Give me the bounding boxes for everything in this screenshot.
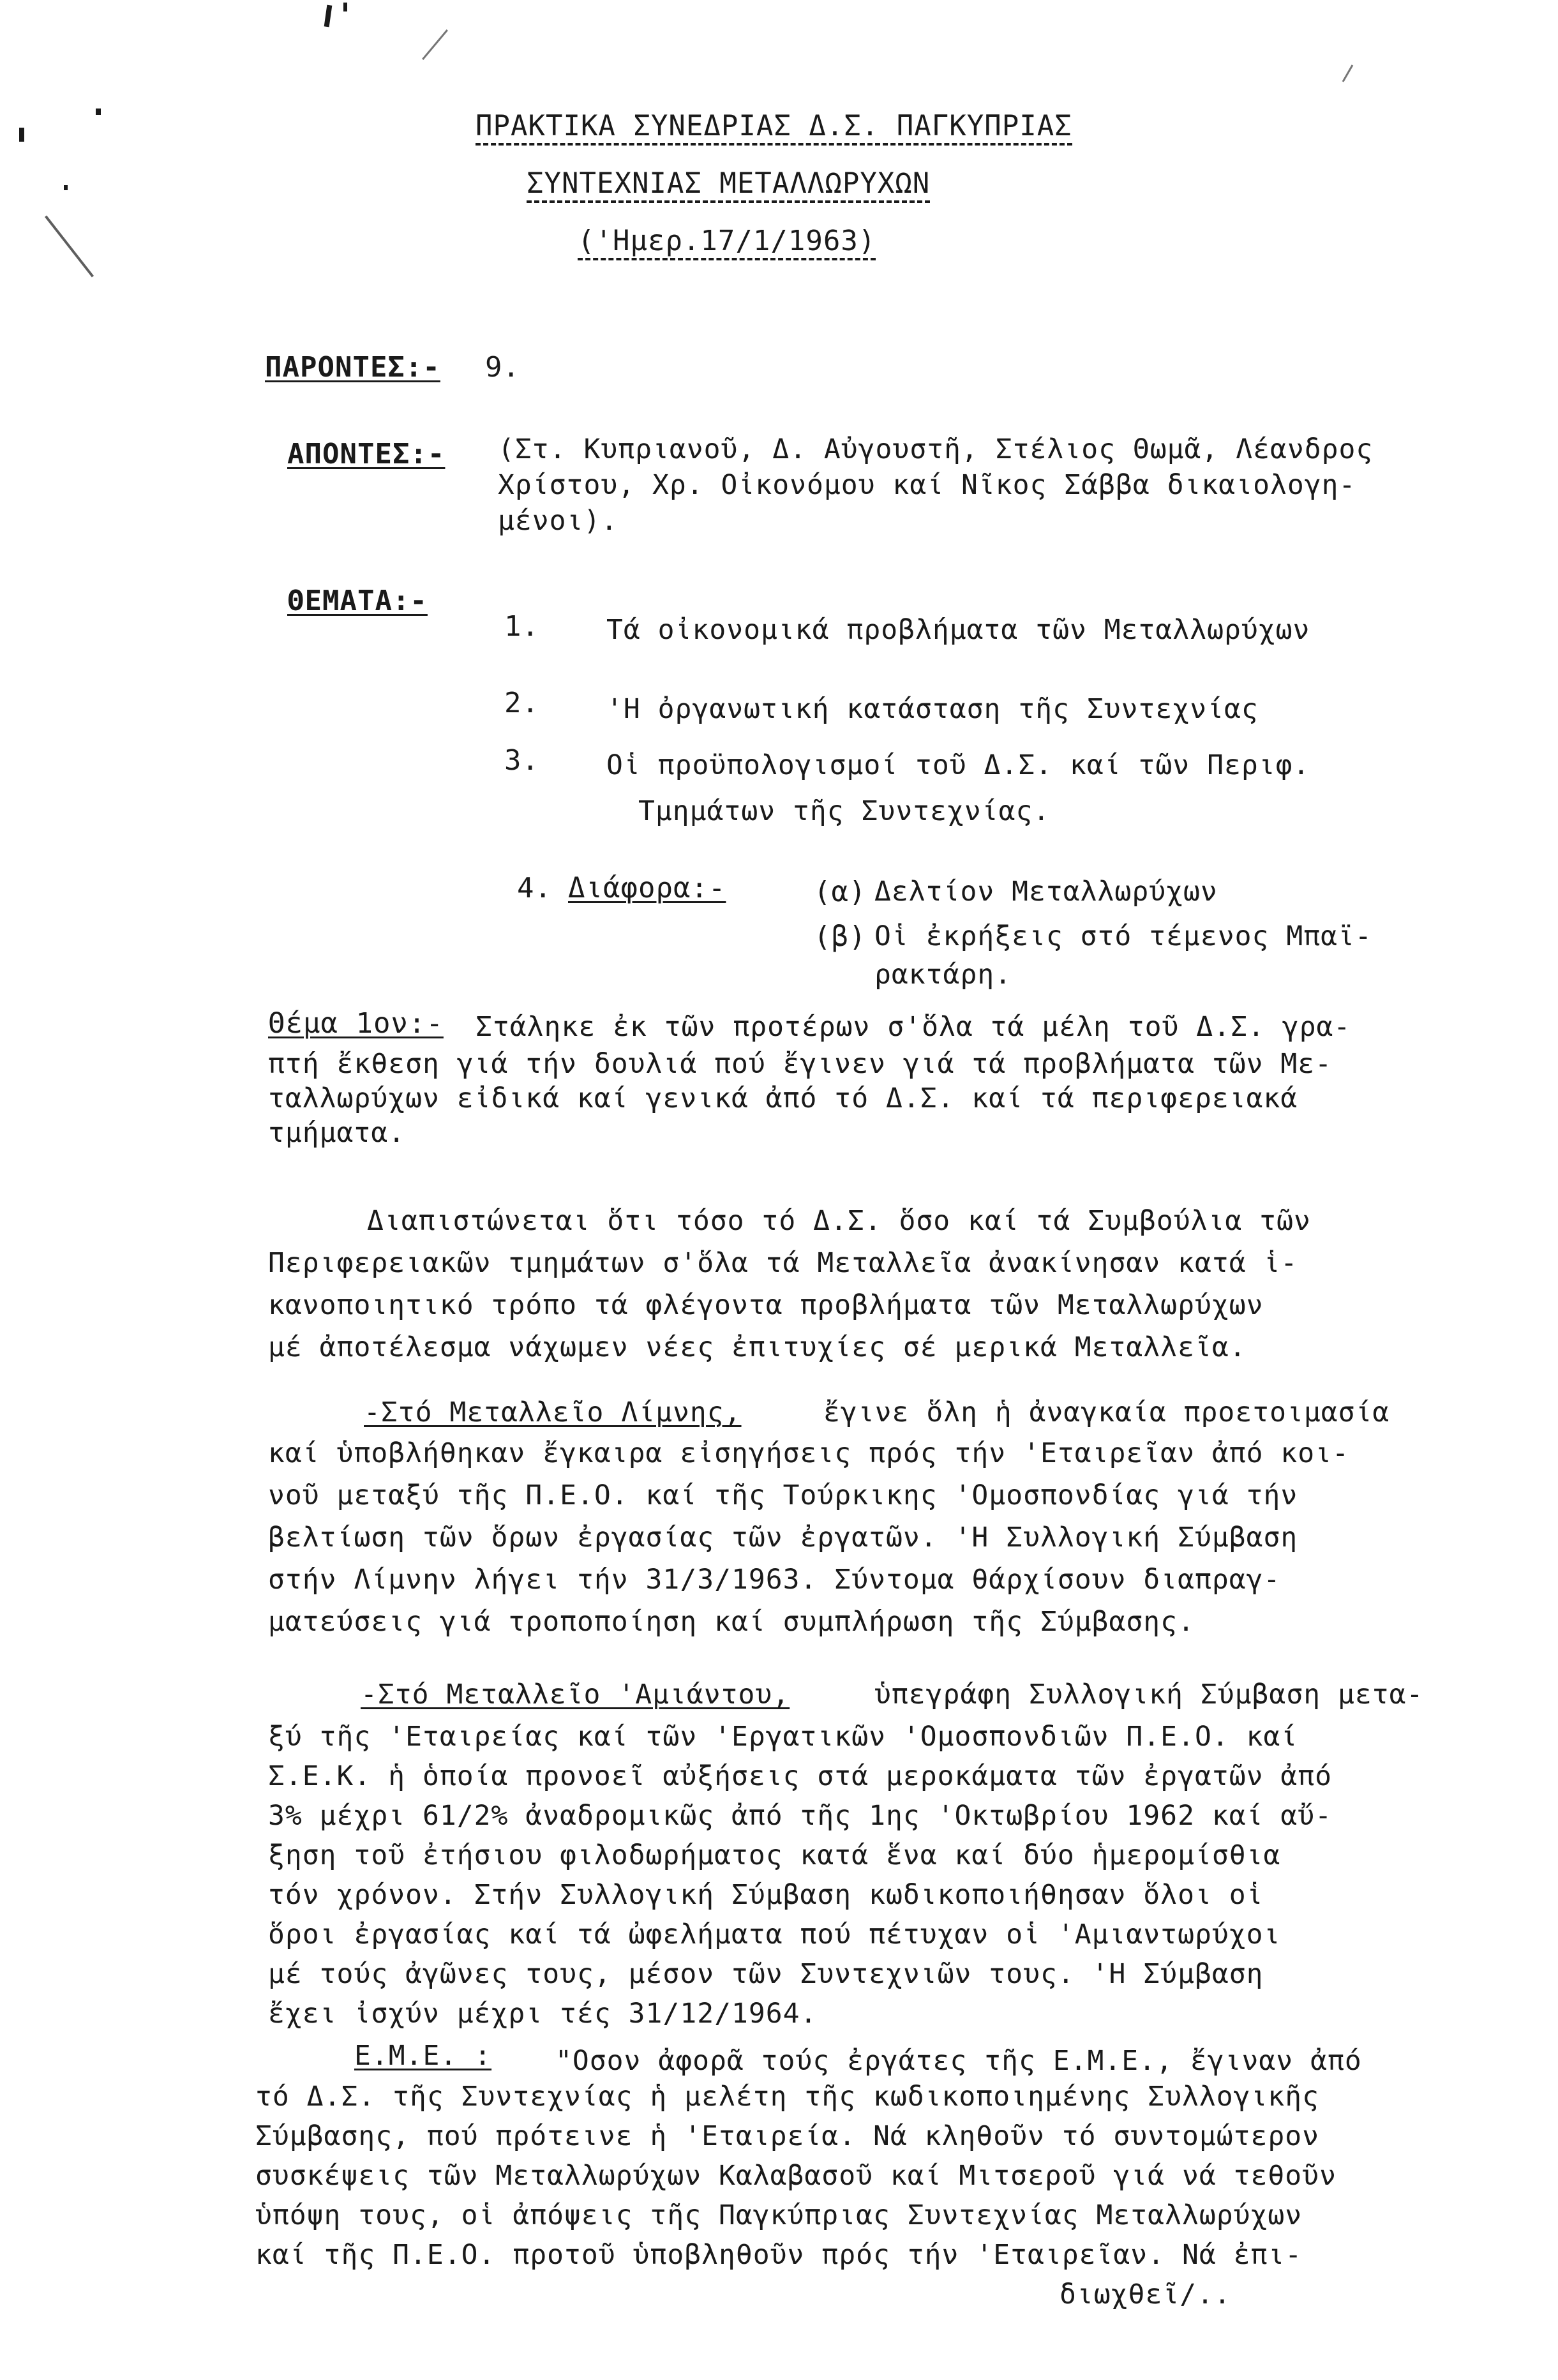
header-line-3: ('Ημερ.17/1/1963) [578, 227, 876, 260]
amiantos-line: ἔχει ἰσχύν μέχρι τές 31/12/1964. [268, 1998, 818, 2030]
theme1-label: Θέμα 1ον:- [268, 1007, 444, 1040]
amiantos-mine-label: -Στό Μεταλλεῖο 'Αμιάντου, [361, 1679, 790, 1710]
topic-number: 4. [517, 872, 552, 904]
absent-list [498, 431, 1373, 539]
amiantos-line: ξύ τῆς 'Εταιρείας καί τῶν 'Εργατικῶν 'Ομοσπονδιῶν Π.Ε.Ο. καί [268, 1721, 1298, 1753]
topic-text: Οἱ προϋπολογισμοί τοῦ Δ.Σ. καί τῶν Περιφ. [606, 749, 1310, 781]
paragraph-2-line: Διαπιστώνεται ὅτι τόσο τό Δ.Σ. ὅσο καί τά Συμβούλια τῶν [367, 1205, 1311, 1237]
absent-line: Χρίστου, Χρ. Οἰκονόμου καί Νῖκος Σάββα δικαιολογη- [498, 469, 1356, 501]
paragraph-2 [268, 1200, 1311, 1368]
theme1-body [268, 1047, 1332, 1150]
theme1-line: ταλλωρύχων εἰδικά καί γενικά ἀπό τό Δ.Σ. καί τά περιφερειακά [268, 1082, 1298, 1114]
theme1-line: πτή ἔκθεση γιά τήν δουλιά πού ἔγινεν γιά τά προβλήματα τῶν Με- [268, 1048, 1333, 1080]
eme-line: συσκέψεις τῶν Μεταλλωρύχων Καλαβασοῦ καί Μιτσεροῦ γιά νά τεθοῦν [255, 2160, 1337, 2192]
amiantos-line: 3% μέχρι 61/2% ἀναδρομικῶς ἀπό τῆς 1ης 'Οκτωβρίου 1962 καί αὔ- [268, 1800, 1333, 1832]
limni-line: καί ὑποβλήθηκαν ἔγκαιρα εἰσηγήσεις πρός τήν 'Εταιρεῖαν ἀπό κοι- [268, 1437, 1349, 1469]
amiantos-body [268, 1717, 1332, 2033]
topic-sub-marker: (β) [814, 920, 867, 953]
absent-line: μένοι). [498, 505, 618, 537]
ink-speck [64, 185, 68, 190]
amiantos-line: ὅροι ἐργασίας καί τά ὠφελήματα πού πέτυχαν οἱ 'Αμιαντωρύχοι [268, 1919, 1281, 1950]
eme-line: καί τῆς Π.Ε.Ο. προτοῦ ὑποβληθοῦν πρός τήν 'Εταιρεῖαν. Νά ἐπι- [255, 2239, 1303, 2271]
present-value: 9. [485, 351, 520, 384]
ink-speck [1342, 64, 1354, 82]
theme1-first-line: Στάληκε ἐκ τῶν προτέρων σ'ὅλα τά μέλη τοῦ Δ.Σ. γρα- [476, 1011, 1351, 1043]
topic-number: 1. [504, 610, 539, 643]
theme1-line: τμήματα. [268, 1117, 406, 1149]
eme-line: διωχθεῖ/.. [1060, 2279, 1231, 2310]
ink-speck [343, 3, 347, 11]
limni-line: στήν Λίμνην λήγει τήν 31/3/1963. Σύντομα θάρχίσουν διαπραγ- [268, 1564, 1281, 1596]
amiantos-line: τόν χρόνον. Στήν Συλλογική Σύμβαση κωδικοποιήθησαν ὅλοι οἱ [268, 1879, 1264, 1911]
ink-speck [19, 128, 24, 142]
limni-mine-label: -Στό Μεταλλεῖο Λίμνης, [364, 1396, 742, 1428]
limni-first-line: ἔγινε ὅλη ἡ ἀναγκαία προετοιμασία [823, 1396, 1390, 1428]
header-line-1: ΠΡΑΚΤΙΚΑ ΣΥΝΕΔΡΙΑΣ Δ.Σ. ΠΑΓΚΥΠΡΙΑΣ [476, 112, 1072, 146]
amiantos-first-line: ὑπεγράφη Συλλογική Σύμβαση μετα- [874, 1679, 1424, 1710]
absent-line: (Στ. Κυπριανοῦ, Δ. Αὐγουστῆ, Στέλιος Θωμᾶ, Λέανδρος [498, 433, 1374, 465]
ink-speck [45, 216, 94, 278]
eme-line: ὑπόψη τους, οἱ ἀπόψεις τῆς Παγκύπριας Συντεχνίας Μεταλλωρύχων [255, 2199, 1303, 2231]
eme-label: Ε.Μ.Ε. : [354, 2040, 492, 2072]
topic-text: Τά οἰκονομικά προβλήματα τῶν Μεταλλωρύχων [606, 614, 1310, 646]
amiantos-line: Σ.Ε.Κ. ἡ ὁποία προνοεῖ αὐξήσεις στά μεροκάματα τῶν ἐργατῶν ἀπό [268, 1760, 1333, 1792]
topic-sub-marker: (α) [814, 876, 867, 908]
paragraph-2-line: κανοποιητικό τρόπο τά φλέγοντα προβλήματα τῶν Μεταλλωρύχων [268, 1289, 1264, 1321]
limni-line: ματεύσεις γιά τροποποίηση καί συμπλήρωση τῆς Σύμβασης. [268, 1606, 1195, 1638]
paragraph-2-line: Περιφερειακῶν τμημάτων σ'ὅλα τά Μεταλλεῖα ἀνακίνησαν κατά ἱ- [268, 1247, 1298, 1279]
header-line-2: ΣΥΝΤΕΧΝΙΑΣ ΜΕΤΑΛΛΩΡΥΧΩΝ [527, 170, 930, 203]
eme-body [255, 2077, 1337, 2314]
topic-number: 2. [504, 687, 539, 719]
amiantos-line: μέ τούς ἀγῶνες τους, μέσον τῶν Συντεχνιῶν τους. 'Η Σύμβαση [268, 1958, 1264, 1990]
eme-first-line: "Οσον ἀφορᾶ τούς ἐργάτες τῆς Ε.Μ.Ε., ἔγιναν ἀπό [555, 2045, 1362, 2077]
paragraph-2-line: μέ ἀποτέλεσμα νάχωμεν νέες ἐπιτυχίες σέ μερικά Μεταλλεῖα. [268, 1331, 1247, 1363]
topic-text: Τμημάτων τῆς Συντεχνίας. [638, 795, 1051, 827]
ink-speck [324, 5, 333, 27]
absent-label: ΑΠΟΝΤΕΣ:- [287, 438, 446, 470]
topic-sub-text: ρακτάρη. [874, 959, 1012, 991]
topic-sub-text: Δελτίον Μεταλλωρύχων [874, 876, 1218, 908]
limni-body [268, 1432, 1349, 1643]
ink-speck [422, 29, 448, 60]
topic-text: 'Η ὀργανωτική κατάσταση τῆς Συντεχνίας [606, 693, 1259, 725]
ink-speck [96, 109, 101, 115]
eme-line: Σύμβασης, πού πρότεινε ἡ 'Εταιρεία. Νά κληθοῦν τό συντομώτερον [255, 2120, 1320, 2152]
topics-label: ΘΕΜΑΤΑ:- [287, 585, 428, 617]
present-label: ΠΑΡΟΝΤΕΣ:- [265, 351, 440, 384]
topic-number: 3. [504, 744, 539, 777]
limni-line: νοῦ μεταξύ τῆς Π.Ε.Ο. καί τῆς Τούρκικης 'Ομοσπονδίας γιά τήν [268, 1479, 1298, 1511]
eme-line: τό Δ.Σ. τῆς Συντεχνίας ἡ μελέτη τῆς κωδικοποιημένης Συλλογικῆς [255, 2081, 1320, 2113]
topic-misc-label: Διάφορα:- [568, 872, 726, 904]
amiantos-line: ξηση τοῦ ἐτήσιου φιλοδωρήματος κατά ἕνα καί δύο ἡμερομίσθια [268, 1839, 1281, 1871]
topic-sub-text: Οἱ ἐκρήξεις στό τέμενος Μπαϊ- [874, 920, 1372, 952]
limni-line: βελτίωση τῶν ὅρων ἐργασίας τῶν ἐργατῶν. 'Η Συλλογική Σύμβαση [268, 1522, 1298, 1553]
